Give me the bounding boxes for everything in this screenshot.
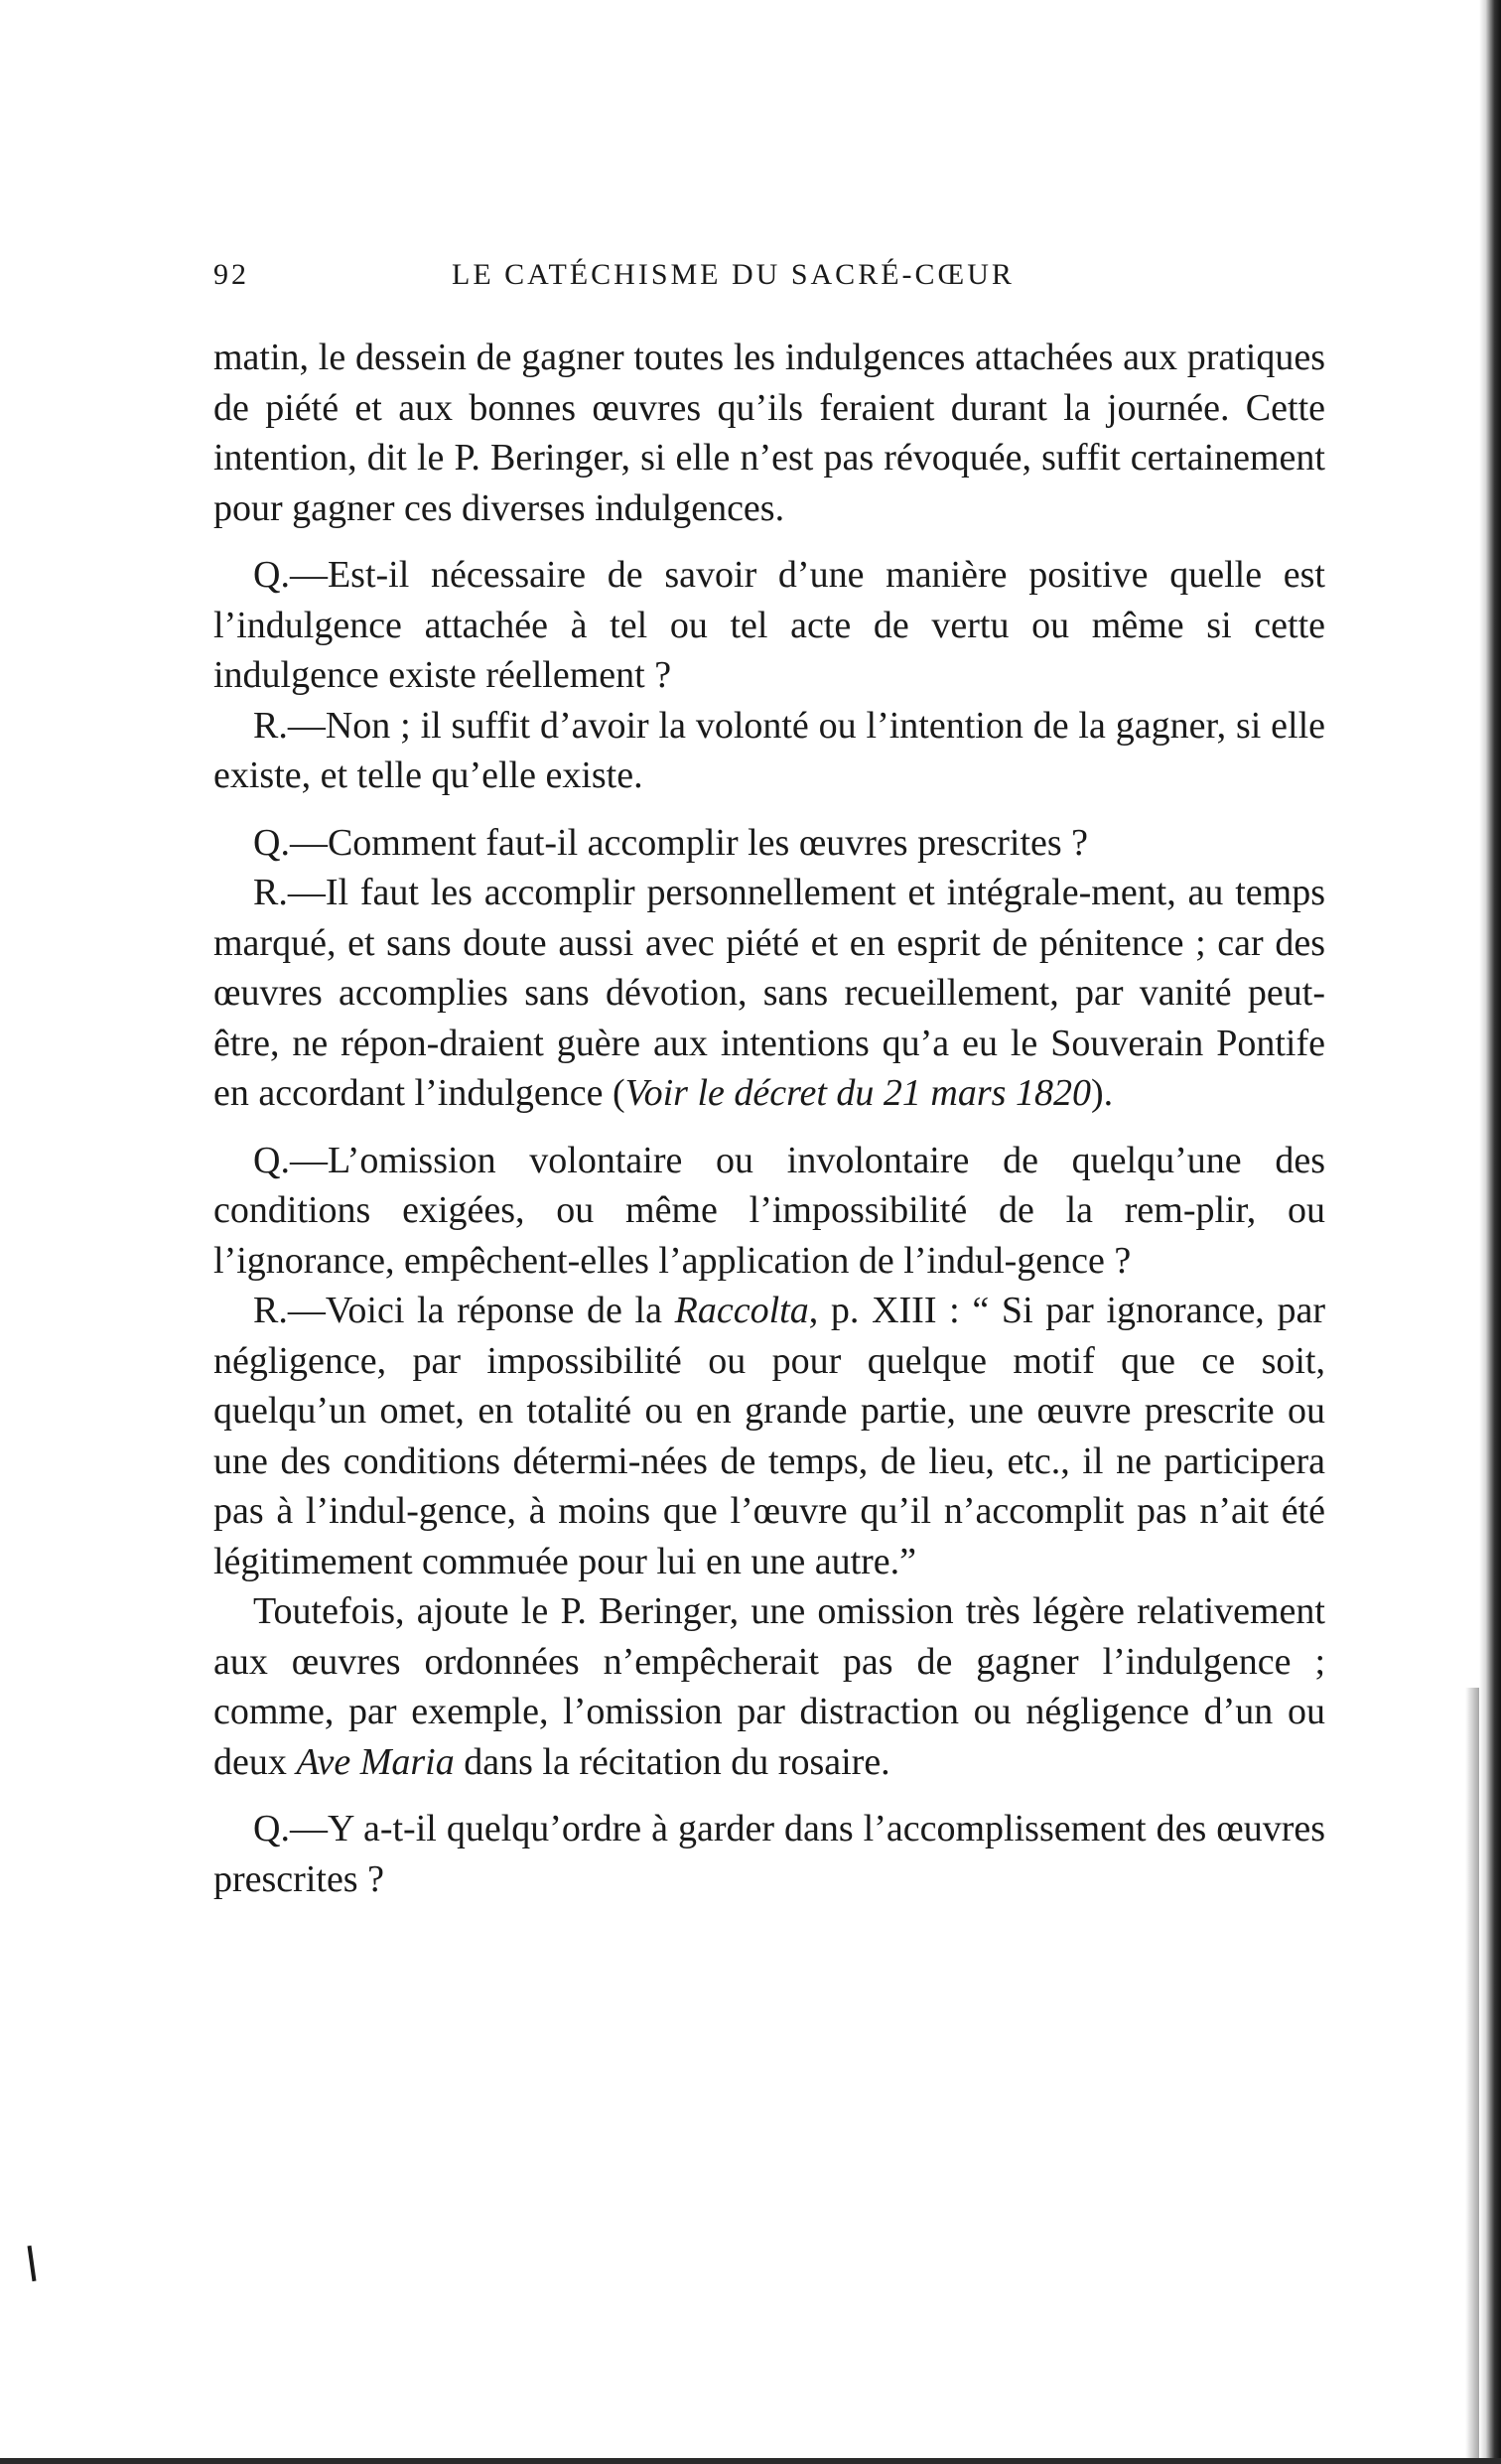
scan-mark [28, 2246, 37, 2281]
question-paragraph: Q.—Comment faut-il accomplir les œuvres prescrites ? [253, 821, 1089, 864]
commentary-paragraph [213, 1586, 1325, 1787]
page-number: 92 [213, 258, 249, 291]
binding-edge [1479, 0, 1501, 2464]
decree-reference: Voir le décret du 21 mars 1820 [624, 1072, 1091, 1114]
answer-text: R.—Il faut les accomplir personnellement et intégrale-ment, au temps marqué, et sans doute aussi avec piété et en esprit de pénitence ; car des œuvres accomplies sans dévotion, sans recueillement, par vanité peut-être, ne répon-draient guère aux intentions qu’a eu le Souverain Pontife en accordant l’indulgence ( [213, 872, 1325, 1114]
raccolta-title: Raccolta [674, 1290, 809, 1331]
answer-paragraph [213, 868, 1325, 1119]
answer-text: R.—Voici la réponse de la [253, 1290, 675, 1331]
question-paragraph: Q.—Est-il nécessaire de savoir d’une manière positive quelle est l’indulgence attachée à tel ou tel acte de vertu ou même si cette indulgence existe réellement ? [213, 554, 1325, 696]
body-text [213, 333, 1325, 1904]
running-title: LE CATÉCHISME DU SACRÉ-CŒUR [452, 258, 1015, 291]
paragraph-continuation: matin, le dessein de gagner toutes les indulgences attachées aux pratiques de piété et aux bonnes œuvres qu’ils feraient durant la journée. Cette intention, dit le P. Beringer, si elle n’est pas révoquée, suffit certainement pour gagner ces diverses indulgences. [213, 337, 1325, 529]
binding-shadow [1465, 1688, 1479, 2464]
commentary-text: Toutefois, ajoute le P. Beringer, une omission très légère relativement aux œuvres ordonnées n’empêcherait pas de gagner l’indulgence ; comme, par exemple, l’omission par distraction ou négligence d’un ou deux [213, 1590, 1325, 1783]
raccolta-quote: , p. XIII : “ Si par ignorance, par négligence, par impossibilité ou pour quelque motif que ce soit, quelqu’un omet, en totalité ou en grande partie, une œuvre prescrite ou une des conditions détermi-nées de temps, de lieu, etc., il ne participera pas à l’indul-gence, à moins que l’œuvre qu’il n’accomplit pas n’ait été légitimement commuée pour lui en une autre.” [213, 1290, 1326, 1582]
question-paragraph: Q.—L’omission volontaire ou involontaire de quelqu’une des conditions exigées, ou même l’impossibilité de la rem-plir, ou l’ignorance, empêchent-elles l’application de l’indul-gence ? [213, 1139, 1325, 1282]
bottom-edge [0, 2458, 1501, 2464]
ave-maria-title: Ave Maria [296, 1740, 455, 1783]
decree-close: ). [1090, 1072, 1114, 1114]
answer-paragraph: R.—Non ; il suffit d’avoir la volonté ou l’intention de la gagner, si elle existe, et telle qu’elle existe. [213, 704, 1325, 796]
commentary-end: dans la récitation du rosaire. [454, 1740, 890, 1783]
running-head [213, 258, 1325, 298]
question-paragraph: Q.—Y a-t-il quelqu’ordre à garder dans l’accomplissement des œuvres prescrites ? [213, 1808, 1325, 1900]
answer-paragraph [213, 1286, 1325, 1586]
